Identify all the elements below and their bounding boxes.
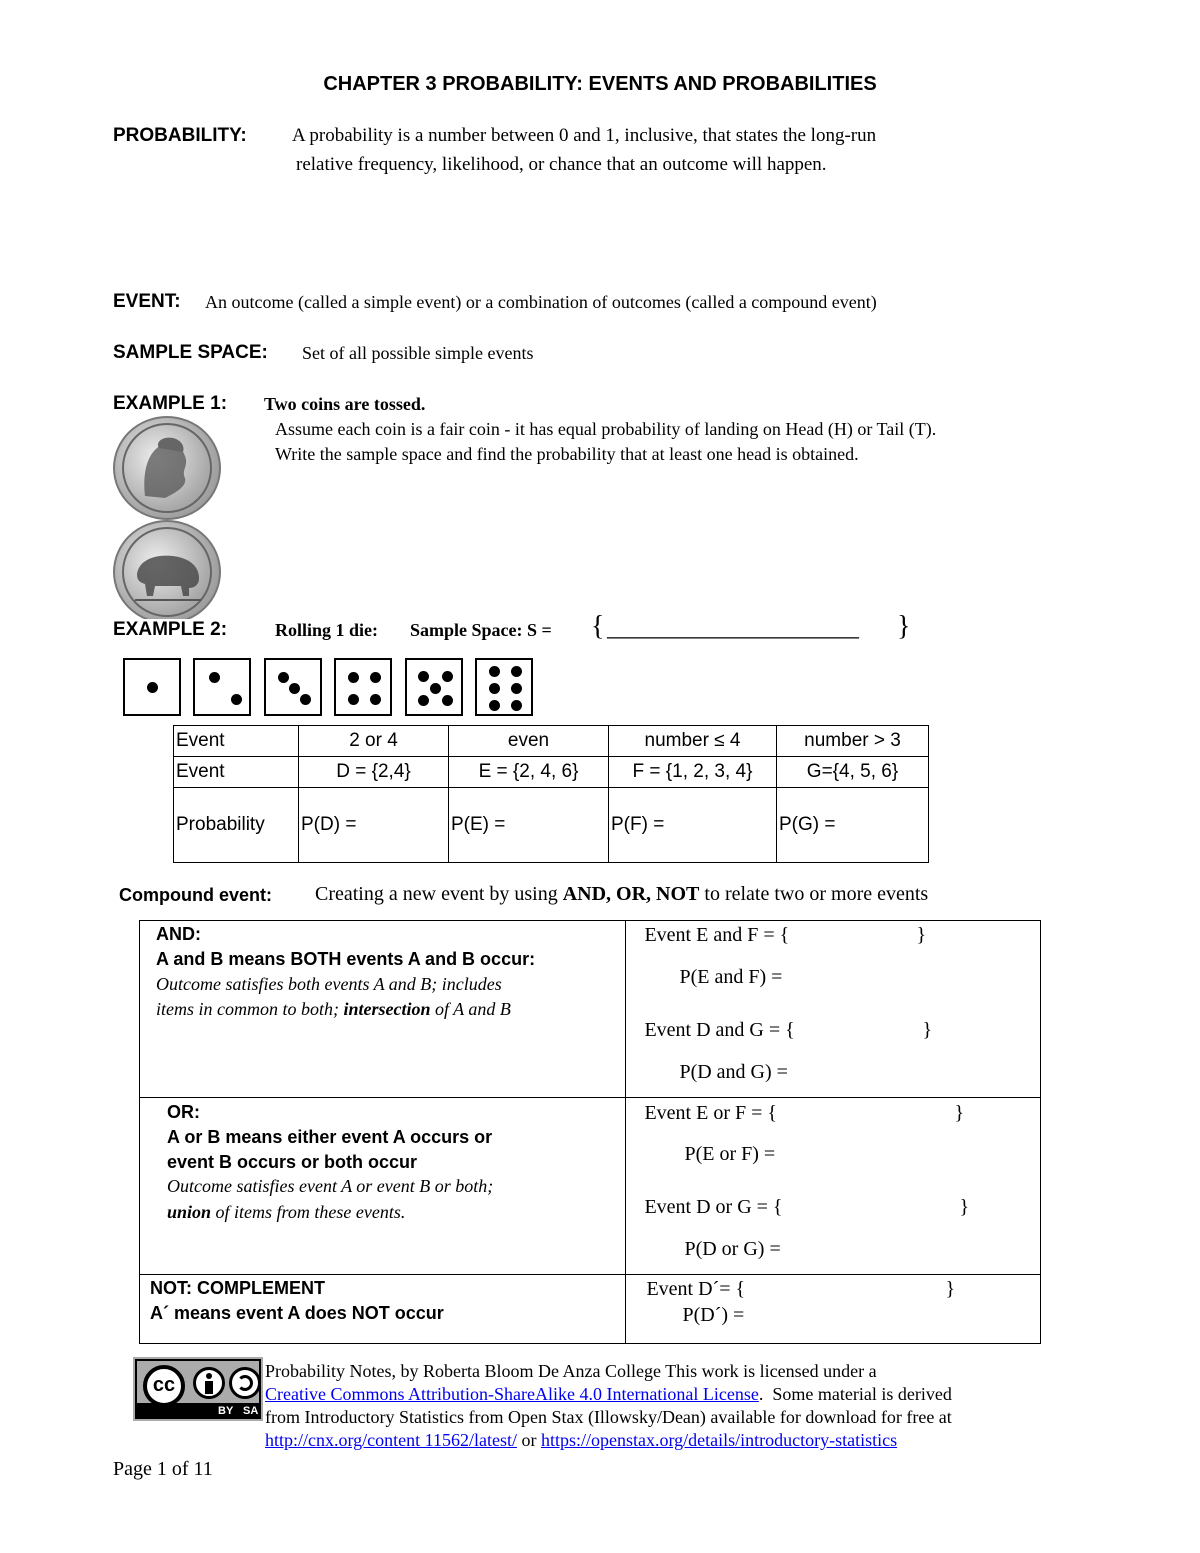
- and-event-ef: Event E and F = {: [644, 924, 790, 946]
- table-cell: E = {2, 4, 6}: [449, 757, 609, 788]
- cc-by-sa-badge: [133, 1357, 263, 1421]
- table-cell: D = {2,4}: [299, 757, 449, 788]
- table-cell: P(D) =: [299, 788, 449, 863]
- and-prob-dg: P(D and G) =: [679, 1061, 788, 1083]
- probability-label: PROBABILITY:: [113, 125, 247, 146]
- example2-roll: Rolling 1 die:: [275, 620, 379, 640]
- example1-line2: Write the sample space and find the probability that at least one head is obtained.: [275, 444, 859, 464]
- and-prob-ef: P(E and F) =: [679, 966, 783, 988]
- cc-icon: cc: [143, 1365, 185, 1407]
- compound-bold: AND, OR, NOT: [562, 883, 700, 905]
- or-sub1: A or B means either event A occurs or: [167, 1127, 493, 1147]
- table-cell: number ≤ 4: [609, 726, 777, 757]
- share-alike-icon: [229, 1367, 261, 1399]
- sample-space-label: SAMPLE SPACE:: [113, 342, 268, 363]
- nickel-tails-coin-image: [113, 520, 221, 624]
- or-event-dg-close: }: [959, 1196, 970, 1218]
- or-event-ef: Event E or F = {: [644, 1102, 777, 1124]
- openstax-link[interactable]: https://openstax.org/details/introductory-statistics: [540, 1430, 898, 1450]
- sa-text: SA: [243, 1405, 259, 1417]
- die-face-5: [405, 658, 463, 716]
- and-sub: A and B means BOTH events A and B occur:: [156, 949, 536, 969]
- by-text: BY: [218, 1405, 234, 1417]
- not-answer-cell: [626, 1275, 1041, 1344]
- nickel-heads-coin-image: [113, 416, 221, 520]
- table-cell: 2 or 4: [299, 726, 449, 757]
- table-row: [174, 726, 929, 757]
- or-definition-cell: [140, 1098, 626, 1275]
- or-prob-dg: P(D or G) =: [684, 1238, 781, 1260]
- die-face-3: [264, 658, 322, 716]
- license-line4: [265, 1430, 897, 1451]
- sample-space-blank: ____________________________: [607, 620, 859, 640]
- license-or: or: [516, 1430, 541, 1450]
- not-row: [140, 1275, 1041, 1344]
- or-sub2: event B occurs or both occur: [167, 1152, 418, 1172]
- or-row: [140, 1098, 1041, 1275]
- event-def: An outcome (called a simple event) or a combination of outcomes (called a compound event): [205, 292, 877, 312]
- and-definition-cell: [140, 921, 626, 1098]
- not-event-d-close: }: [945, 1278, 956, 1300]
- and-row: [140, 921, 1041, 1098]
- table-cell: Probability: [174, 788, 299, 863]
- and-event-dg-close: }: [922, 1019, 933, 1041]
- page-title: CHAPTER 3 PROBABILITY: EVENTS AND PROBABILITIES: [323, 73, 877, 95]
- cnx-link[interactable]: http://cnx.org/content 11562/latest/: [265, 1430, 517, 1450]
- page-number: Page 1 of 11: [113, 1458, 213, 1480]
- compound-events-table: [139, 920, 1041, 1344]
- table-cell: G={4, 5, 6}: [777, 757, 929, 788]
- example1-label: EXAMPLE 1:: [113, 393, 228, 414]
- example2-label: EXAMPLE 2:: [113, 619, 228, 640]
- die-face-1: [123, 658, 181, 716]
- compound-def: [315, 883, 928, 906]
- compound-text1: Creating a new event by using: [315, 883, 563, 905]
- not-sub: A´ means event A does NOT occur: [150, 1303, 444, 1323]
- and-event-dg: Event D and G = {: [644, 1019, 795, 1041]
- and-desc1: Outcome satisfies both events A and B; includes: [156, 974, 502, 994]
- probability-def-line1: A probability is a number between 0 and 1, inclusive, that states the long-run: [292, 125, 877, 146]
- or-event-dg: Event D or G = {: [644, 1196, 783, 1218]
- close-brace: }: [897, 611, 911, 642]
- cc-license-link[interactable]: Creative Commons Attribution-ShareAlike 4.0 International License: [265, 1384, 759, 1404]
- license-line2: [265, 1384, 952, 1405]
- table-cell: Event: [174, 726, 299, 757]
- or-desc2b: of items from these events.: [211, 1202, 406, 1222]
- or-desc2a: union: [167, 1202, 212, 1222]
- and-event-ef-close: }: [916, 924, 927, 946]
- table-row: [174, 788, 929, 863]
- events-table: [173, 725, 929, 863]
- table-cell: even: [449, 726, 609, 757]
- not-definition-cell: [140, 1275, 626, 1344]
- and-head: AND:: [156, 924, 201, 944]
- and-desc2a: items in common to both;: [156, 999, 344, 1019]
- not-head: NOT: COMPLEMENT: [150, 1278, 325, 1298]
- die-face-4: [334, 658, 392, 716]
- compound-text2: to relate two or more events: [699, 883, 929, 905]
- not-event-d: Event D´= {: [646, 1278, 746, 1300]
- license-line2-rest: . Some material is derived: [758, 1384, 952, 1404]
- open-brace: {: [591, 611, 605, 642]
- sample-space-def: Set of all possible simple events: [302, 343, 534, 363]
- or-desc1: Outcome satisfies event A or event B or both;: [167, 1176, 494, 1196]
- table-row: [174, 757, 929, 788]
- table-cell: number > 3: [777, 726, 929, 757]
- table-cell: P(F) =: [609, 788, 777, 863]
- example1-line1: Assume each coin is a fair coin - it has equal probability of landing on Head (H) or Tail (T).: [275, 419, 937, 439]
- attribution-icon: [193, 1367, 225, 1399]
- or-answer-cell: [626, 1098, 1041, 1275]
- table-cell: P(G) =: [777, 788, 929, 863]
- table-cell: Event: [174, 757, 299, 788]
- and-desc2b: intersection: [343, 999, 431, 1019]
- and-answer-cell: [626, 921, 1041, 1098]
- probability-def-line2: relative frequency, likelihood, or chance that an outcome will happen.: [296, 154, 827, 175]
- die-face-2: [193, 658, 251, 716]
- table-cell: F = {1, 2, 3, 4}: [609, 757, 777, 788]
- example1-heading: Two coins are tossed.: [264, 394, 426, 414]
- and-desc2c: of A and B: [430, 999, 511, 1019]
- example2-sample-space: Sample Space: S =: [410, 620, 552, 640]
- table-cell: P(E) =: [449, 788, 609, 863]
- compound-label: Compound event:: [119, 885, 272, 905]
- or-head: OR:: [167, 1102, 200, 1122]
- or-prob-ef: P(E or F) =: [684, 1143, 776, 1165]
- die-face-6: [475, 658, 533, 716]
- or-event-ef-close: }: [954, 1102, 965, 1124]
- not-prob-d: P(D´) =: [682, 1304, 745, 1326]
- license-line1: Probability Notes, by Roberta Bloom De Anza College This work is licensed under a: [265, 1361, 877, 1381]
- license-line3: from Introductory Statistics from Open Stax (Illowsky/Dean) available for download for free at: [265, 1407, 952, 1427]
- or-desc2: [167, 1202, 405, 1223]
- event-label: EVENT:: [113, 291, 181, 312]
- and-desc2: [156, 999, 511, 1020]
